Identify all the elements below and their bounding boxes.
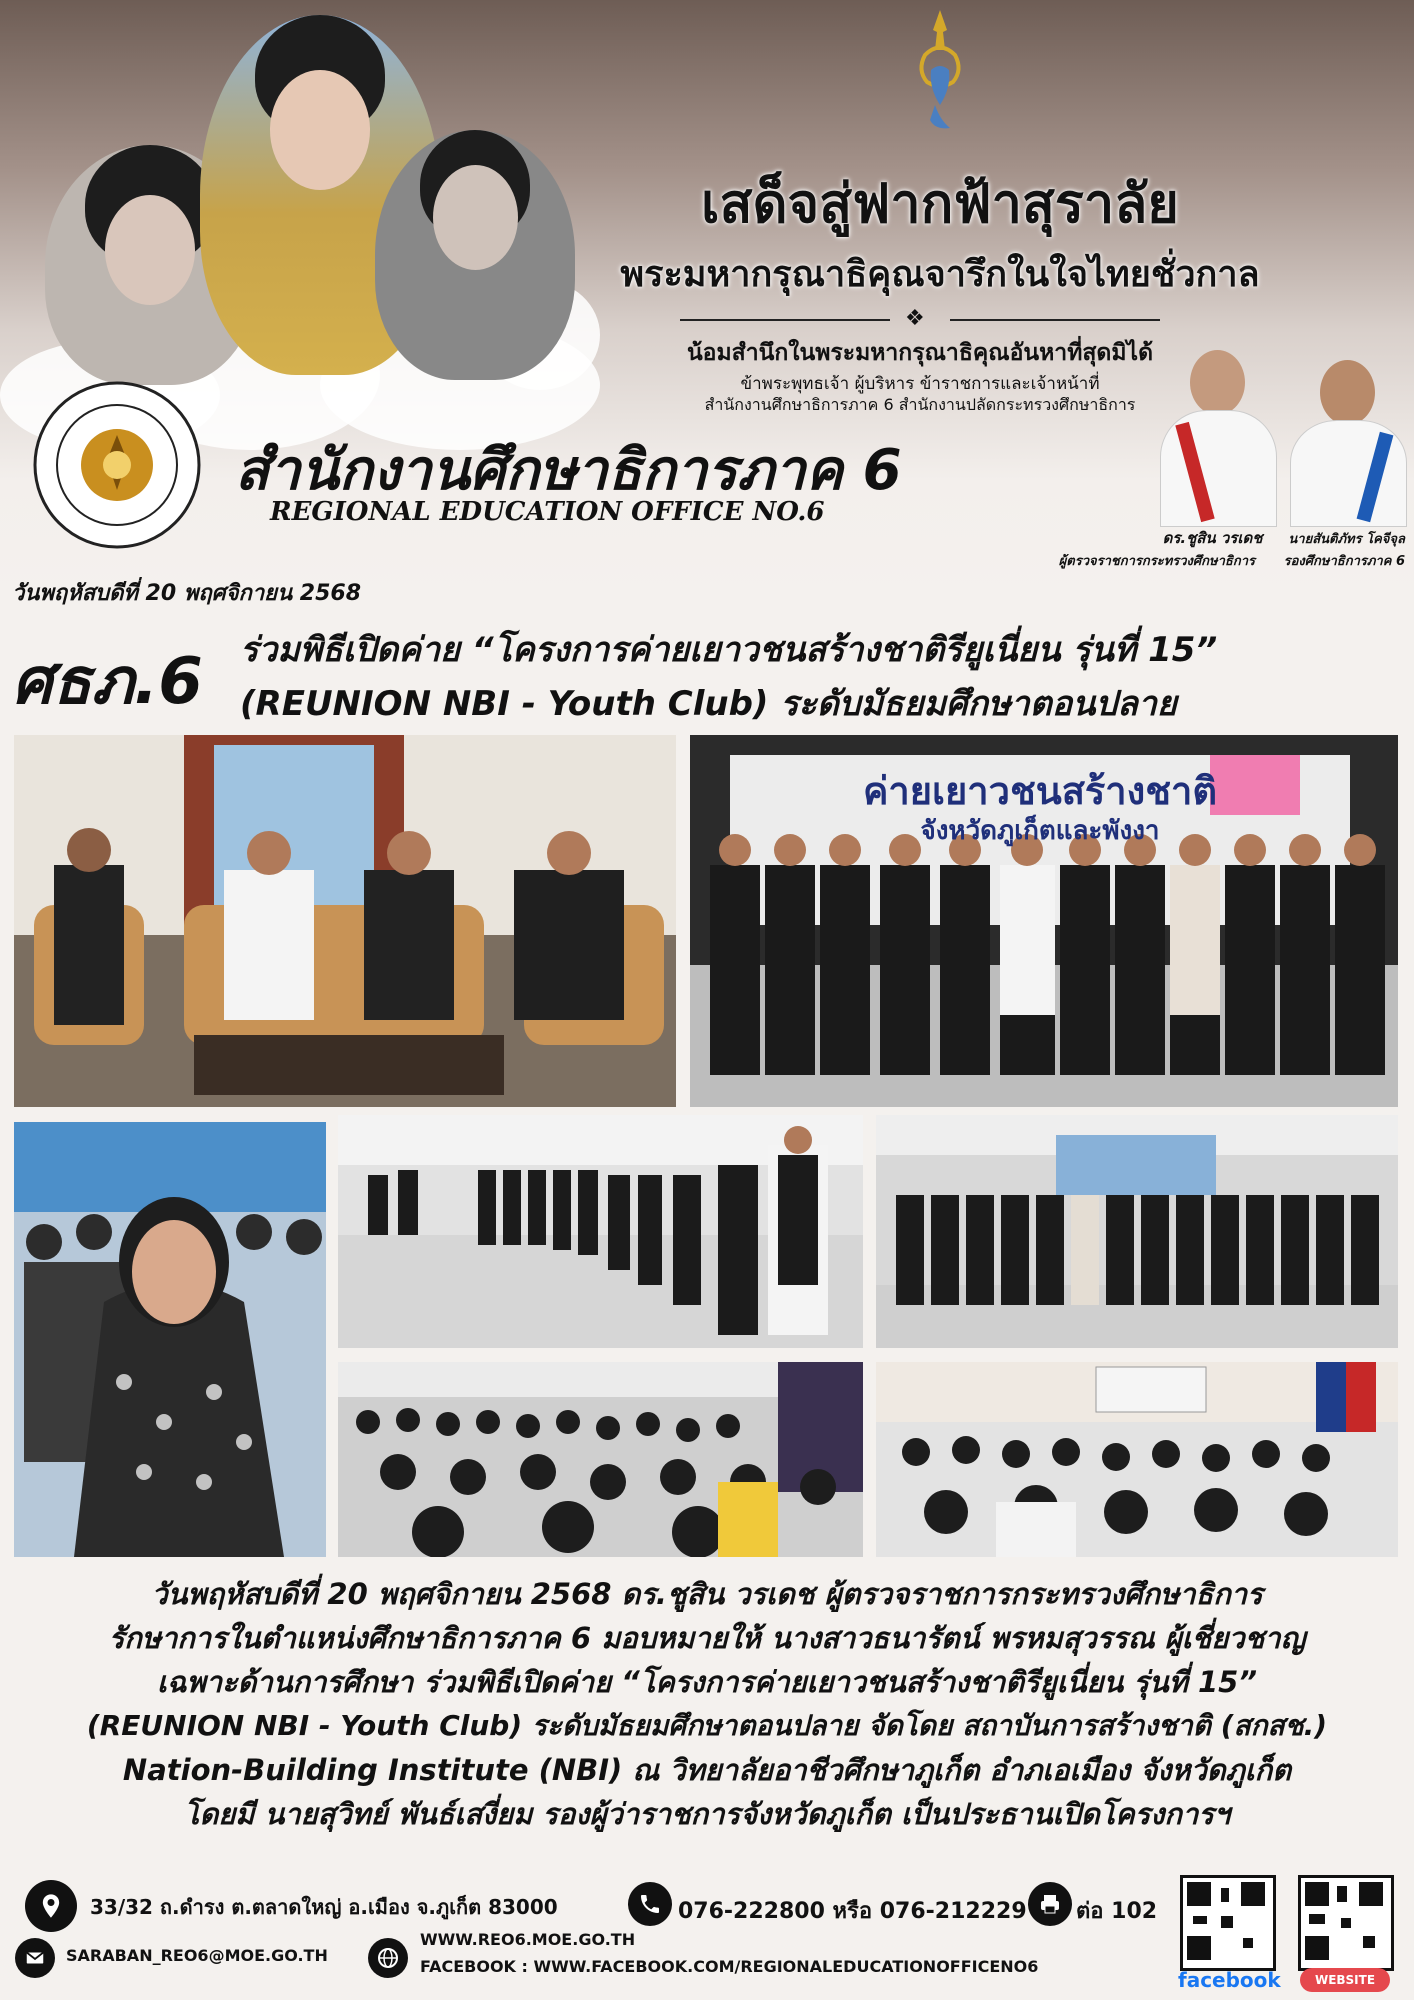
official-name-1: ดร.ชูสิน วรเดช [1162, 529, 1263, 547]
qr-code-facebook[interactable] [1180, 1875, 1276, 1971]
footer-extension: ต่อ 102 [1076, 1899, 1158, 1924]
royal-portrait-right [375, 130, 575, 380]
event-photo-audience-right [876, 1362, 1398, 1557]
mourning-subtitle: พระมหากรุณาธิคุณจารึกในใจไทยชั่วกาล [620, 254, 1260, 295]
tribute-line-2: ข้าพระพุทธเจ้า ผู้บริหาร ข้าราชการและเจ้าหน้าที่ [740, 374, 1100, 394]
royal-emblem-icon [905, 10, 975, 140]
footer-website[interactable]: WWW.REO6.MOE.GO.TH [420, 1930, 636, 1949]
headline-line-1: ร่วมพิธีเปิดค่าย “โครงการค่ายเยาวชนสร้างชาติรียูเนี่ยน รุ่นที่ 15” [240, 630, 1218, 670]
body-line-4: (REUNION NBI - Youth Club) ระดับมัธยมศึกษาตอนปลาย จัดโดย สถาบันการสร้างชาติ (สกสช.) [86, 1709, 1328, 1742]
photo-banner-line-1: ค่ายเยาวชนสร้างชาติ [862, 769, 1218, 813]
tribute-line-1: น้อมสำนึกในพระมหากรุณาธิคุณอันหาที่สุดมิได้ [686, 340, 1154, 366]
footer-facebook[interactable]: FACEBOOK : WWW.FACEBOOK.COM/REGIONALEDUCATIONOFFICENO6 [420, 1957, 1039, 1976]
body-line-1: วันพฤหัสบดีที่ 20 พฤศจิกายน 2568 ดร.ชูสิน วรเดช ผู้ตรวจราชการกระทรวงศึกษาธิการ [151, 1577, 1263, 1611]
event-photo-group-banner [690, 735, 1398, 1107]
headline-abbr: ศธภ.6 [12, 645, 203, 719]
office-seal-logo [32, 380, 202, 550]
official-position-1: ผู้ตรวจราชการกระทรวงศึกษาธิการ [1058, 554, 1255, 569]
official-photo-1 [1160, 350, 1275, 525]
post-date: วันพฤหัสบดีที่ 20 พฤศจิกายน 2568 [12, 581, 362, 606]
official-position-2: รองศึกษาธิการภาค 6 [1283, 554, 1405, 569]
email-icon [15, 1938, 55, 1978]
divider-ornament-icon: ❖ [905, 306, 925, 331]
mourning-title: เสด็จสู่ฟากฟ้าสุราลัย [701, 172, 1179, 235]
official-photo-2 [1290, 360, 1405, 525]
footer-address: 33/32 ถ.ดำรง ต.ตลาดใหญ่ อ.เมือง จ.ภูเก็ต 83000 [90, 1895, 558, 1919]
office-name-en: REGIONAL EDUCATION OFFICE NO.6 [270, 497, 825, 527]
title-divider [680, 306, 1160, 331]
body-line-6: โดยมี นายสุวิทย์ พันธ์เสงี่ยม รองผู้ว่าราชการจังหวัดภูเก็ต เป็นประธานเปิดโครงการฯ [183, 1797, 1231, 1831]
phone-icon [628, 1882, 672, 1926]
official-name-2: นายสันติภัทร โคจีจุล [1288, 532, 1405, 547]
photo-banner-line-2: จังหวัดภูเก็ตและพังงา [920, 816, 1160, 846]
office-name-th: สำนักงานศึกษาธิการภาค 6 [235, 438, 902, 503]
footer-phone[interactable]: 076-222800 หรือ 076-212229 [678, 1899, 1027, 1924]
event-photo-hall-lineup [338, 1115, 863, 1348]
fax-icon [1028, 1882, 1072, 1926]
qr-code-website[interactable] [1298, 1875, 1394, 1971]
footer-email[interactable]: SARABAN_REO6@MOE.GO.TH [66, 1946, 328, 1965]
event-photo-seated-guests [14, 735, 676, 1107]
tribute-line-3: สำนักงานศึกษาธิการภาค 6 สำนักงานปลัดกระทรวงศึกษาธิการ [704, 395, 1136, 414]
website-label [1300, 1968, 1390, 1992]
event-photo-woman-portrait [14, 1122, 326, 1557]
website-label-text: WEBSITE [1314, 1973, 1376, 1987]
event-photo-group-room [876, 1115, 1398, 1348]
body-line-2: รักษาการในตำแหน่งศึกษาธิการภาค 6 มอบหมายให้ นางสาวธนารัตน์ พรหมสุวรรณ ผู้เชี่ยวชาญ [108, 1621, 1306, 1655]
body-line-3: เฉพาะด้านการศึกษา ร่วมพิธีเปิดค่าย “โครงการค่ายเยาวชนสร้างชาติรียูเนี่ยน รุ่นที่ 15” [156, 1665, 1258, 1699]
body-line-5: Nation-Building Institute (NBI) ณ วิทยาลัยอาชีวศึกษาภูเก็ต อำภเอเมือง จังหวัดภูเก็ต [122, 1753, 1292, 1787]
globe-icon [368, 1938, 408, 1978]
location-pin-icon [25, 1880, 77, 1932]
headline-line-2: (REUNION NBI - Youth Club) ระดับมัธยมศึกษาตอนปลาย [240, 684, 1177, 724]
event-photo-audience-left [338, 1362, 863, 1557]
facebook-label: facebook [1178, 1968, 1281, 1992]
body-paragraph [0, 1572, 1414, 1836]
